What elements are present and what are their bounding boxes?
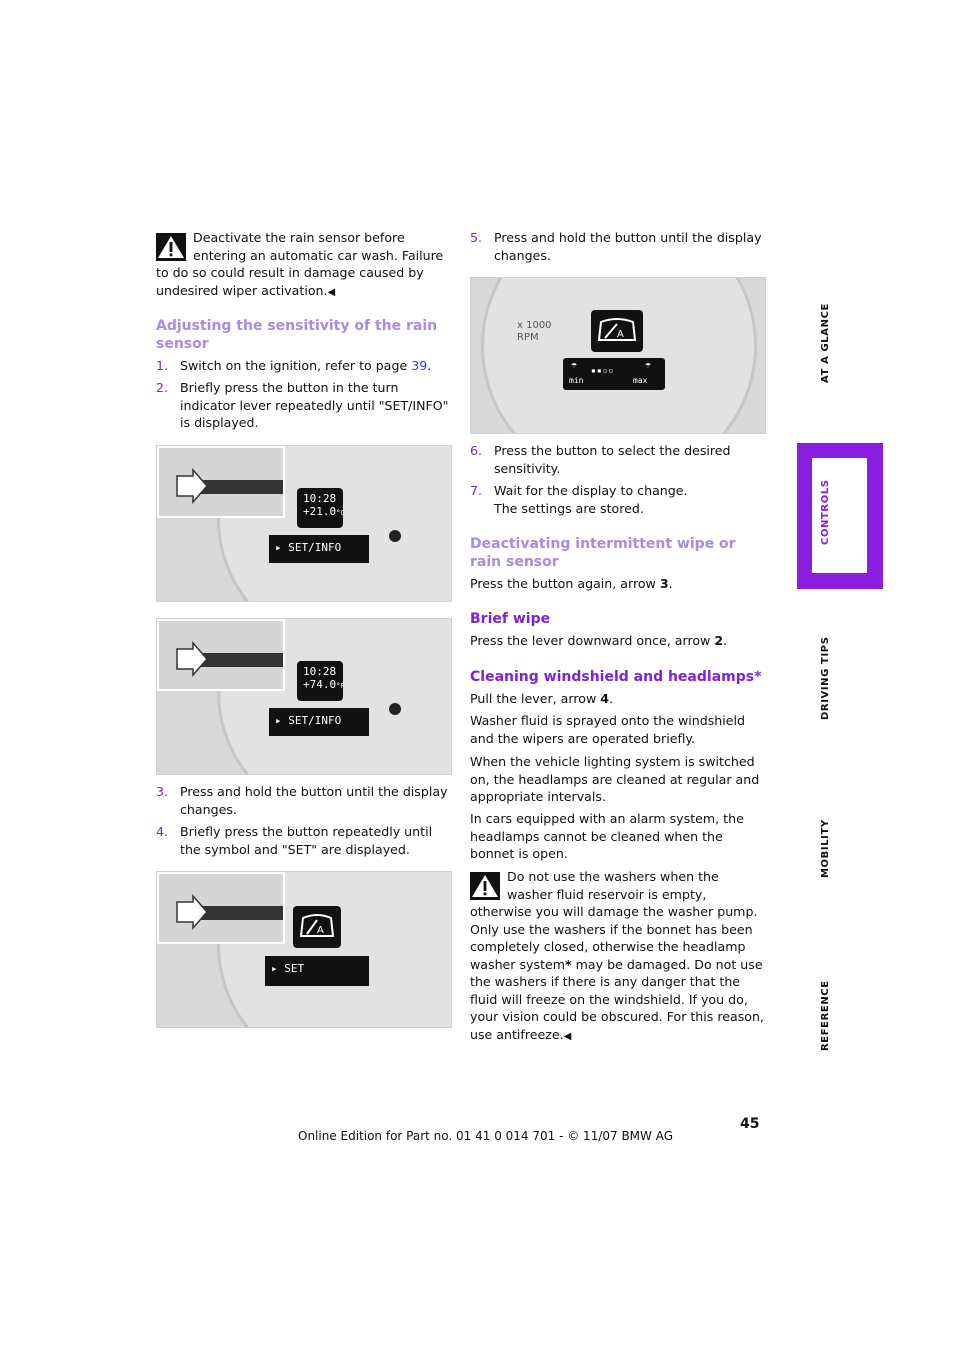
display-time-temp: 10:28 +21.0°C [297, 488, 343, 528]
lever-inset [157, 872, 285, 944]
figure-set-info-fahrenheit [156, 618, 452, 775]
lever-inset [157, 446, 285, 518]
wiper-auto-icon [591, 310, 643, 352]
step-number: 2. [156, 380, 169, 395]
display-menu: ▸ SET [265, 956, 369, 986]
page-link-39[interactable]: 39 [411, 358, 428, 373]
lever-inset [157, 619, 285, 691]
cleaning-p4: In cars equipped with an alarm system, the headlamps cannot be cleaned when the bonnet is open. [470, 811, 744, 861]
display-time-temp: 10:28 +74.0°F [297, 661, 343, 701]
side-tab-driving-tips[interactable]: DRIVING TIPS [820, 636, 831, 720]
section-title-brief-wipe: Brief wipe [470, 611, 551, 627]
figure-set-info-celsius [156, 445, 452, 602]
step-text: Briefly press the button repeatedly until the symbol and "SET" are displayed. [180, 824, 433, 857]
warning-text: Deactivate the rain sensor before entering an automatic car wash. Failure to do so could result in damage caused by undesired wiper activation. [156, 230, 444, 298]
warning-triangle-icon [156, 233, 186, 261]
side-tab-reference[interactable]: REFERENCE [820, 980, 831, 1051]
warning-triangle-icon [470, 872, 500, 900]
min-label: min [569, 376, 584, 385]
warning-text-1: Do not use the washers when the washer fluid reservoir is empty, otherwise you will damage the washer pump. [470, 869, 758, 919]
brief-wipe-text: Press the lever downward once, arrow 2. [470, 633, 728, 648]
step-number: 6. [470, 443, 483, 458]
step-number: 7. [470, 483, 483, 498]
cleaning-p1: Pull the lever, arrow 4. [470, 691, 614, 706]
step-number: 5. [470, 230, 483, 245]
display-menu: ▸ SET/INFO [269, 535, 369, 563]
warning-note-washers: Do not use the washers when the washer fluid reservoir is empty, otherwise you will damage the washer pump. Only use the washers if the bonnet has been completely closed, otherwise the headlamp washer system* may be damaged. Do not use the washers if there is any danger that the fluid will freeze on the windshield. If you do, your vision could be obscured. For this reason, use antifreeze.◀ [470, 869, 764, 1042]
svg-text:A: A [617, 329, 624, 340]
end-mark-icon: ◀ [327, 286, 336, 298]
step-subtext: The settings are stored. [494, 500, 644, 516]
page-number: 45 [740, 1116, 760, 1132]
warning-note-car-wash [156, 229, 454, 301]
rain-sensor-symbol-display [293, 906, 341, 948]
sensitivity-bar-display: ☂ ▪▪▫▫ ☂ min max [563, 358, 665, 390]
warning-text-2: Only use the washers if the bonnet has been completely closed, otherwise the headlamp washer system [470, 921, 753, 972]
deactivating-text: Press the button again, arrow 3. [470, 576, 673, 591]
side-tab-mobility[interactable]: MOBILITY [820, 819, 831, 878]
rpm-label: x 1000 RPM [517, 320, 552, 343]
side-tab-controls[interactable]: CONTROLS [820, 479, 831, 545]
step-text: Wait for the display to change. [494, 483, 688, 498]
display-menu: ▸ SET/INFO [269, 708, 369, 736]
cleaning-p2: Washer fluid is sprayed onto the windshield and the wipers are operated briefly. [470, 713, 746, 746]
max-label: max [633, 376, 648, 385]
step-text: Press the button to select the desired sensitivity. [494, 443, 731, 476]
figure-set-symbol [156, 871, 452, 1028]
edition-notice: Online Edition for Part no. 01 41 0 014 701 - © 11/07 BMW AG [298, 1129, 674, 1143]
end-mark-icon: ◀ [563, 1030, 572, 1042]
section-title-deactivating: Deactivating intermittent wipe or rain sensor [470, 536, 736, 570]
wiper-auto-icon [293, 906, 341, 948]
step-number: 1. [156, 358, 169, 373]
rain-sensor-symbol-display [591, 310, 643, 352]
cleaning-p3: When the vehicle lighting system is switched on, the headlamps are cleaned at regular and appropriate intervals. [470, 754, 760, 804]
section-title-cleaning: Cleaning windshield and headlamps* [470, 669, 762, 685]
section-title-sensitivity: Adjusting the sensitivity of the rain sensor [156, 318, 438, 352]
step-text: Press and hold the button until the display changes. [494, 230, 762, 263]
svg-text:A: A [317, 925, 324, 936]
figure-sensitivity-scale [470, 277, 766, 434]
step-text: Briefly press the button in the turn indicator lever repeatedly until "SET/INFO" is displayed. [180, 380, 449, 430]
side-tab-at-a-glance[interactable]: AT A GLANCE [820, 303, 831, 383]
step-number: 4. [156, 824, 169, 839]
step-text: Press and hold the button until the display changes. [180, 784, 448, 817]
step-number: 3. [156, 784, 169, 799]
optional-equipment-star: * [565, 956, 572, 972]
